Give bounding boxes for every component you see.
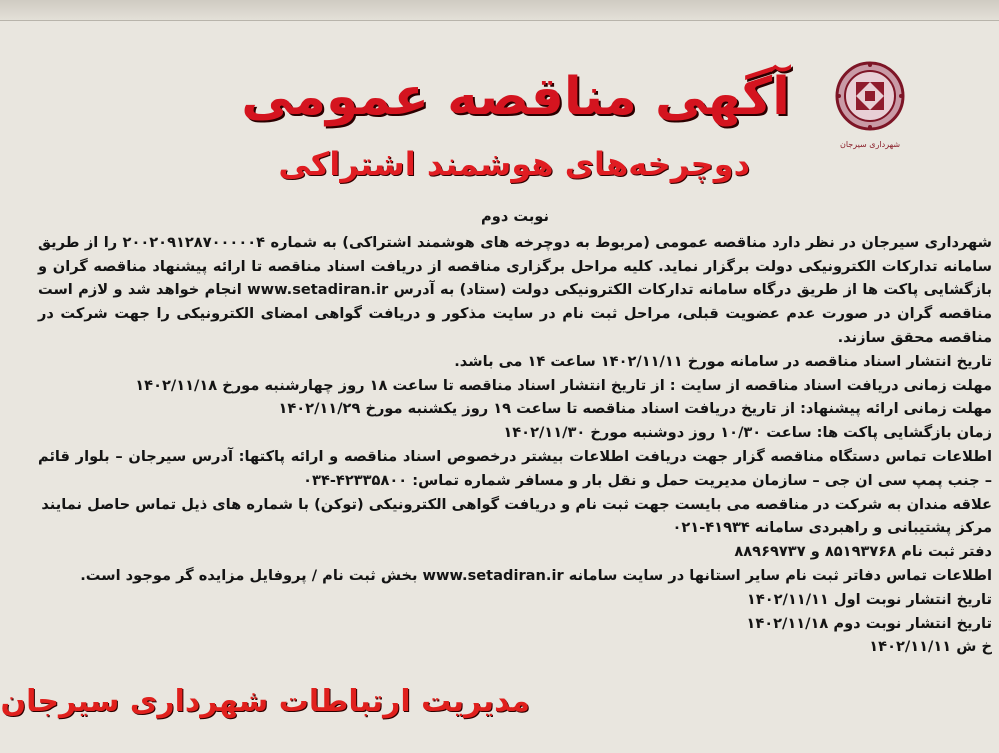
registration-note: علاقه مندان به شرکت در مناقصه می بایست جهت ثبت نام و دریافت گواهی الکترونیکی (توکن) با شماره های ذیل تماس حاصل نمایند (41, 495, 992, 513)
bid-opening-time: زمان بازگشایی پاکت ها: ساعت ۱۰/۳۰ روز دوشنبه مورخ ۱۴۰۲/۱۱/۳۰ (503, 424, 992, 442)
doc-publish-date: تاریخ انتشار اسناد مناقصه در سامانه مورخ ۱۴۰۲/۱۱/۱۱ ساعت ۱۴ می باشد. (454, 352, 992, 370)
logo-caption: شهرداری سیرجان (839, 140, 901, 149)
contact-info: اطلاعات تماس دستگاه مناقصه گزار جهت دریافت اطلاعات بیشتر درخصوص اسناد مناقصه و ارائه پاکتها: آدرس سیرجان – بلوار قائم – جنب پمپ سی ان جی – سازمان مدیریت حمل و نقل بار و مسافر شماره تماس: ۴۲۳۳۵۸۰۰-۰۳۴ (38, 447, 992, 489)
ad-footer-signature: مدیریت ارتباطات شهرداری سیرجان (0, 684, 530, 719)
first-publication-date: تاریخ انتشار نوبت اول ۱۴۰۲/۱۱/۱۱ (746, 590, 992, 608)
municipality-logo-icon (834, 60, 906, 138)
ad-title: آگهی مناقصه عمومی (241, 67, 790, 127)
publication-turn: نوبت دوم (481, 208, 549, 225)
registration-office: دفتر ثبت نام ۸۵۱۹۳۷۶۸ و ۸۸۹۶۹۷۳۷ (734, 543, 992, 561)
ad-subtitle: دوچرخه‌های هوشمند اشتراکی (278, 145, 750, 183)
ad-body (38, 205, 992, 659)
provincial-offices: اطلاعات تماس دفاتر ثبت نام سایر استانها در سایت سامانه www.setadiran.ir بخش ثبت نام / پروفایل مزایده گر موجود است. (80, 566, 992, 584)
bid-submission-deadline: مهلت زمانی ارائه پیشنهاد: از تاریخ دریافت اسناد مناقصه تا ساعت ۱۹ روز یکشنبه مورخ ۱۴۰۲/۱۱/۲۹ (278, 400, 992, 418)
support-center: مرکز پشتیبانی و راهبردی سامانه ۴۱۹۳۴-۰۲۱ (672, 519, 992, 537)
previous-ad-strip (0, 0, 999, 21)
ad-code: خ ش ۱۴۰۲/۱۱/۱۱ (869, 638, 992, 656)
main-paragraph: شهرداری سیرجان در نظر دارد مناقصه عمومی (مربوط به دوچرخه های هوشمند اشتراکی) به شماره ۲۰۰۲۰۹۱۲۸۷۰۰۰۰۰۴ را از طریق سامانه تدارکات الکترونیکی دولت برگزار نماید. کلیه مراحل برگزاری مناقصه از دریافت اسناد مناقصه تا ارائه پیشنهاد مناقصه گران و بازگشایی پاکت ها از طریق درگاه سامانه تدارکات الکترونیکی دولت (ستاد) به آدرس www.setadiran.ir انجام خواهد شد و لازم است مناقصه گران در صورت عدم عضویت قبلی، مراحل ثبت نام در سایت مذکور و دریافت گواهی امضای الکترونیکی را جهت شرکت در مناقصه محقق سازند. (38, 233, 992, 346)
second-publication-date: تاریخ انتشار نوبت دوم ۱۴۰۲/۱۱/۱۸ (746, 614, 992, 632)
doc-download-deadline: مهلت زمانی دریافت اسناد مناقصه از سایت : از تاریخ انتشار اسناد مناقصه تا ساعت ۱۸ روز چهارشنبه مورخ ۱۴۰۲/۱۱/۱۸ (135, 376, 992, 394)
